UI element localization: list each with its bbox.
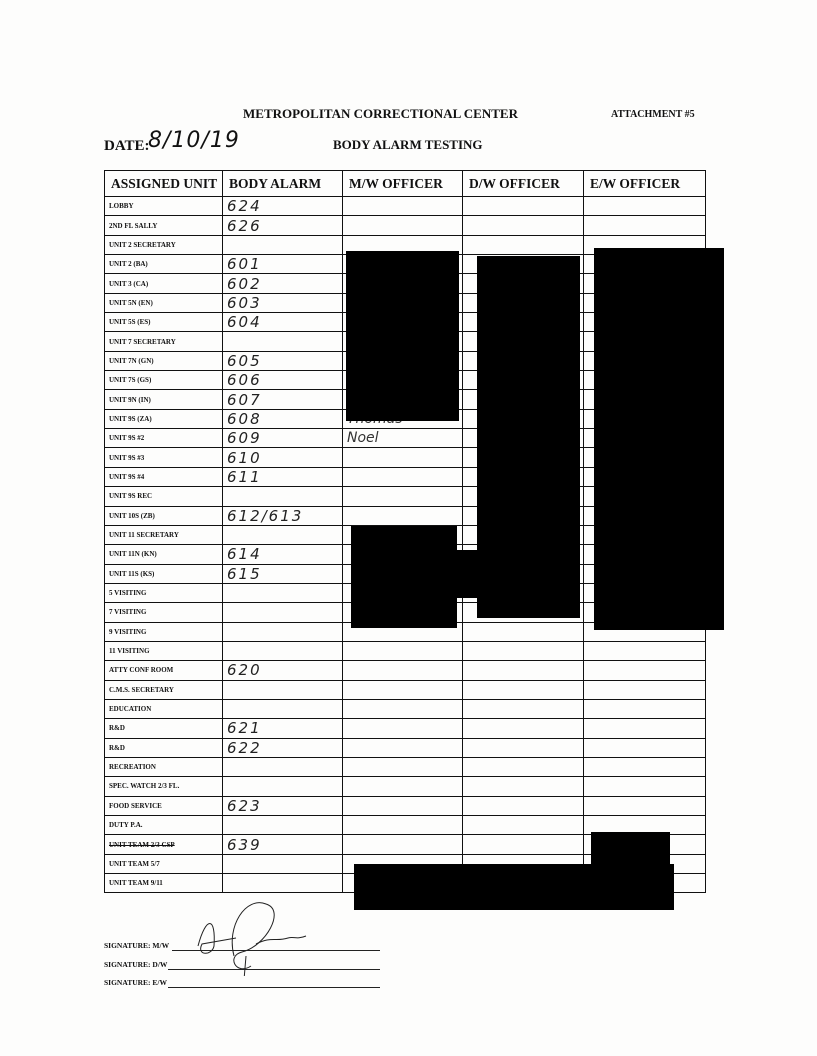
mw-officer-cell — [343, 796, 463, 815]
body-alarm-cell: 607 — [223, 390, 343, 409]
mw-officer-cell — [343, 699, 463, 718]
assigned-unit-cell: SPEC. WATCH 2/3 FL. — [105, 777, 223, 796]
date-label: DATE: — [104, 138, 150, 154]
assigned-unit-cell: UNIT 3 (CA) — [105, 274, 223, 293]
table-row — [105, 757, 706, 776]
assigned-unit-cell: LOBBY — [105, 197, 223, 216]
assigned-unit-cell: UNIT TEAM 2/3 CSP — [105, 835, 223, 854]
mw-officer-cell — [343, 757, 463, 776]
assigned-unit-cell: R&D — [105, 738, 223, 757]
body-alarm-cell: 614 — [223, 545, 343, 564]
signature-ew-label: SIGNATURE: E/W — [104, 978, 167, 987]
column-header-dw-officer: D/W OFFICER — [463, 171, 584, 197]
table-row — [105, 699, 706, 718]
redaction-block-dw-gap — [456, 550, 480, 598]
handwritten-signature — [176, 896, 316, 976]
assigned-unit-cell: RECREATION — [105, 757, 223, 776]
column-header-ew-officer: E/W OFFICER — [584, 171, 706, 197]
assigned-unit-cell: 5 VISITING — [105, 583, 223, 602]
table-row — [105, 661, 706, 680]
assigned-unit-cell: C.M.S. SECRETARY — [105, 680, 223, 699]
dw-officer-cell — [463, 680, 584, 699]
body-alarm-cell — [223, 603, 343, 622]
body-alarm-cell: 603 — [223, 293, 343, 312]
body-alarm-cell — [223, 525, 343, 544]
redaction-block-unit-team — [354, 864, 674, 910]
document-title: METROPOLITAN CORRECTIONAL CENTER — [243, 106, 518, 121]
signature-ew-line — [168, 987, 380, 988]
assigned-unit-cell: UNIT 7 SECRETARY — [105, 332, 223, 351]
mw-officer-cell — [343, 216, 463, 235]
assigned-unit-cell: UNIT 7N (GN) — [105, 351, 223, 370]
assigned-unit-cell: UNIT 11N (KN) — [105, 545, 223, 564]
date-value: 8/10/19 — [148, 128, 240, 153]
body-alarm-cell: 621 — [223, 719, 343, 738]
ew-officer-cell — [584, 719, 706, 738]
redaction-block-dw — [477, 256, 580, 618]
mw-officer-cell — [343, 738, 463, 757]
redaction-block-food-service — [591, 832, 670, 864]
assigned-unit-cell: UNIT 9N (IN) — [105, 390, 223, 409]
dw-officer-cell — [463, 641, 584, 660]
table-row — [105, 680, 706, 699]
body-alarm-cell: 622 — [223, 738, 343, 757]
ew-officer-cell — [584, 680, 706, 699]
mw-officer-cell — [343, 467, 463, 486]
body-alarm-cell: 615 — [223, 564, 343, 583]
assigned-unit-cell: UNIT 9S REC — [105, 487, 223, 506]
body-alarm-cell — [223, 854, 343, 873]
body-alarm-cell — [223, 777, 343, 796]
dw-officer-cell — [463, 622, 584, 641]
signature-dw-label: SIGNATURE: D/W — [104, 960, 168, 969]
mw-officer-cell — [343, 777, 463, 796]
assigned-unit-cell: UNIT 2 SECRETARY — [105, 235, 223, 254]
ew-officer-cell — [584, 777, 706, 796]
mw-officer-cell — [343, 487, 463, 506]
dw-officer-cell — [463, 661, 584, 680]
body-alarm-cell — [223, 487, 343, 506]
dw-officer-cell — [463, 796, 584, 815]
column-header-body-alarm: BODY ALARM — [223, 171, 343, 197]
mw-officer-cell — [343, 816, 463, 835]
body-alarm-cell: 624 — [223, 197, 343, 216]
table-row — [105, 796, 706, 815]
ew-officer-cell — [584, 796, 706, 815]
dw-officer-cell — [463, 235, 584, 254]
body-alarm-cell: 606 — [223, 371, 343, 390]
form-subtitle: BODY ALARM TESTING — [333, 137, 483, 152]
dw-officer-cell — [463, 216, 584, 235]
body-alarm-cell: 609 — [223, 429, 343, 448]
body-alarm-cell: 639 — [223, 835, 343, 854]
signature-mw-label: SIGNATURE: M/W — [104, 941, 170, 950]
table-row — [105, 777, 706, 796]
assigned-unit-cell: UNIT 7S (GS) — [105, 371, 223, 390]
assigned-unit-cell: UNIT 5S (ES) — [105, 313, 223, 332]
attachment-label: ATTACHMENT #5 — [611, 109, 695, 120]
body-alarm-cell: 605 — [223, 351, 343, 370]
dw-officer-cell — [463, 197, 584, 216]
body-alarm-cell: 620 — [223, 661, 343, 680]
assigned-unit-cell: UNIT TEAM 5/7 — [105, 854, 223, 873]
body-alarm-cell — [223, 641, 343, 660]
table-row — [105, 641, 706, 660]
assigned-unit-cell: ATTY CONF ROOM — [105, 661, 223, 680]
dw-officer-cell — [463, 738, 584, 757]
body-alarm-cell — [223, 680, 343, 699]
body-alarm-cell: 611 — [223, 467, 343, 486]
dw-officer-cell — [463, 835, 584, 854]
ew-officer-cell — [584, 197, 706, 216]
assigned-unit-cell: 2ND FL SALLY — [105, 216, 223, 235]
assigned-unit-cell: DUTY P.A. — [105, 816, 223, 835]
column-header-assigned-unit: ASSIGNED UNIT — [105, 171, 223, 197]
assigned-unit-cell: 9 VISITING — [105, 622, 223, 641]
body-alarm-cell: 623 — [223, 796, 343, 815]
table-header-row — [105, 171, 706, 197]
body-alarm-cell — [223, 699, 343, 718]
mw-officer-cell — [343, 641, 463, 660]
ew-officer-cell — [584, 699, 706, 718]
body-alarm-cell: 601 — [223, 255, 343, 274]
body-alarm-cell: 626 — [223, 216, 343, 235]
mw-officer-cell — [343, 448, 463, 467]
dw-officer-cell — [463, 757, 584, 776]
mw-officer-cell — [343, 680, 463, 699]
assigned-unit-cell: UNIT 5N (EN) — [105, 293, 223, 312]
assigned-unit-cell: UNIT 9S #3 — [105, 448, 223, 467]
assigned-unit-cell: UNIT 11 SECRETARY — [105, 525, 223, 544]
dw-officer-cell — [463, 777, 584, 796]
mw-officer-cell — [343, 506, 463, 525]
body-alarm-cell — [223, 874, 343, 893]
column-header-mw-officer: M/W OFFICER — [343, 171, 463, 197]
dw-officer-cell — [463, 719, 584, 738]
assigned-unit-cell: EDUCATION — [105, 699, 223, 718]
mw-officer-cell — [343, 835, 463, 854]
body-alarm-cell: 612/613 — [223, 506, 343, 525]
body-alarm-cell — [223, 816, 343, 835]
dw-officer-cell — [463, 699, 584, 718]
redaction-block-ew — [594, 248, 724, 630]
body-alarm-cell — [223, 583, 343, 602]
assigned-unit-cell: R&D — [105, 719, 223, 738]
mw-officer-cell: Noel — [343, 429, 463, 448]
ew-officer-cell — [584, 216, 706, 235]
ew-officer-cell — [584, 738, 706, 757]
body-alarm-cell: 608 — [223, 409, 343, 428]
assigned-unit-cell: UNIT 9S #2 — [105, 429, 223, 448]
body-alarm-cell — [223, 235, 343, 254]
ew-officer-cell — [584, 757, 706, 776]
table-row — [105, 719, 706, 738]
assigned-unit-cell: UNIT 2 (BA) — [105, 255, 223, 274]
table-row — [105, 738, 706, 757]
assigned-unit-cell: UNIT 9S (ZA) — [105, 409, 223, 428]
body-alarm-cell: 602 — [223, 274, 343, 293]
mw-officer-cell — [343, 197, 463, 216]
assigned-unit-cell: UNIT TEAM 9/11 — [105, 874, 223, 893]
body-alarm-cell — [223, 332, 343, 351]
body-alarm-cell: 604 — [223, 313, 343, 332]
body-alarm-cell: 610 — [223, 448, 343, 467]
body-alarm-cell — [223, 757, 343, 776]
assigned-unit-cell: UNIT 9S #4 — [105, 467, 223, 486]
table-row — [105, 216, 706, 235]
assigned-unit-cell: 11 VISITING — [105, 641, 223, 660]
assigned-unit-cell: UNIT 11S (KS) — [105, 564, 223, 583]
assigned-unit-cell: UNIT 10S (ZB) — [105, 506, 223, 525]
mw-officer-cell — [343, 661, 463, 680]
assigned-unit-cell: FOOD SERVICE — [105, 796, 223, 815]
ew-officer-cell — [584, 641, 706, 660]
table-row — [105, 197, 706, 216]
dw-officer-cell — [463, 816, 584, 835]
redaction-block-mw-lower — [351, 526, 457, 628]
mw-officer-cell — [343, 719, 463, 738]
ew-officer-cell — [584, 661, 706, 680]
assigned-unit-cell: 7 VISITING — [105, 603, 223, 622]
redaction-block-mw-upper — [346, 251, 459, 421]
body-alarm-cell — [223, 622, 343, 641]
